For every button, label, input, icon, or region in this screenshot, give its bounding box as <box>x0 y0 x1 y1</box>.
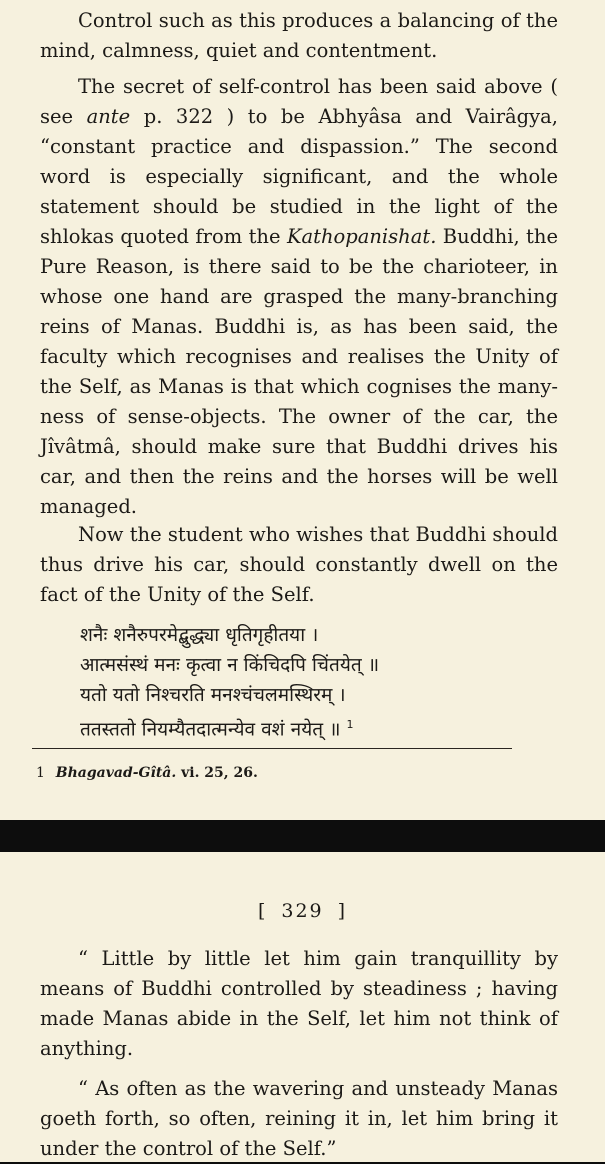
sanskrit-line-1: शनैः शनैरुपरमेद्बुद्ध्या धृतिगृहीतया । <box>80 624 319 646</box>
footnote <box>36 765 258 781</box>
paragraph-self-control-part1: The secret of self-control has been said above ( see <box>40 75 558 128</box>
kathopanishat-title: Kathopanishat. <box>286 225 437 248</box>
bracket-left: [ <box>257 900 268 922</box>
footnote-ref: vi. 25, 26. <box>181 765 258 781</box>
paragraph-self-control <box>40 72 558 522</box>
paragraph-self-control-part2: p. 322 ) to be Abhyâsa and Vairâgya, “constant practice and dispassion.” The second word is especially significant, and the whole statement should be studied in the light of the shlokas quoted from the <box>40 105 558 248</box>
footnote-book: Bhagavad-Gîtâ. <box>55 765 177 781</box>
paragraph-self-control-part3: Buddhi, the Pure Reason, is there said to be the charioteer, in whose one hand are grasped the many-branching reins of Manas. Buddhi is, as has been said, the faculty which recognises and realises the Unity of the Self, as Manas is that which cognises the many-ness of sense-objects. The owner of the car, the Jîvâtmâ, should make sure that Buddhi drives his car, and then the reins and the horses will be well managed. <box>40 225 558 518</box>
footnote-divider <box>32 748 512 749</box>
paragraph-calmness: Control such as this produces a balancing of the mind, calmness, quiet and contentment. <box>40 9 558 62</box>
page-number <box>0 900 605 922</box>
quote-tranquillity: “ Little by little let him gain tranquillity by means of Buddhi controlled by steadiness ; having made Manas abide in the Self, let him not think of anything. <box>40 947 558 1060</box>
bracket-right: ] <box>337 900 348 922</box>
footnote-number: 1 <box>36 765 45 781</box>
sanskrit-verse <box>80 620 560 744</box>
quote-wavering-manas: “ As often as the wavering and unsteady Manas goeth forth, so often, reining it in, let him bring it under the control of the Self.” <box>40 1077 558 1160</box>
paragraph-unity: Now the student who wishes that Buddhi should thus drive his car, should constantly dwell on the fact of the Unity of the Self. <box>40 523 558 606</box>
page-number-value: 329 <box>281 900 324 922</box>
footnote-marker: 1 <box>346 718 354 731</box>
sanskrit-line-2: आत्मसंस्थं मनः कृत्वा न किंचिदपि चिंतयेत् ॥ <box>80 654 380 676</box>
ante-word: ante <box>86 105 131 128</box>
sanskrit-line-3: यतो यतो निश्चरति मनश्चंचलमस्थिरम् । <box>80 684 346 706</box>
sanskrit-line-4: ततस्ततो नियम्यैतदात्मन्येव वशं नयेत् ॥ $^1$ <box>80 718 354 741</box>
